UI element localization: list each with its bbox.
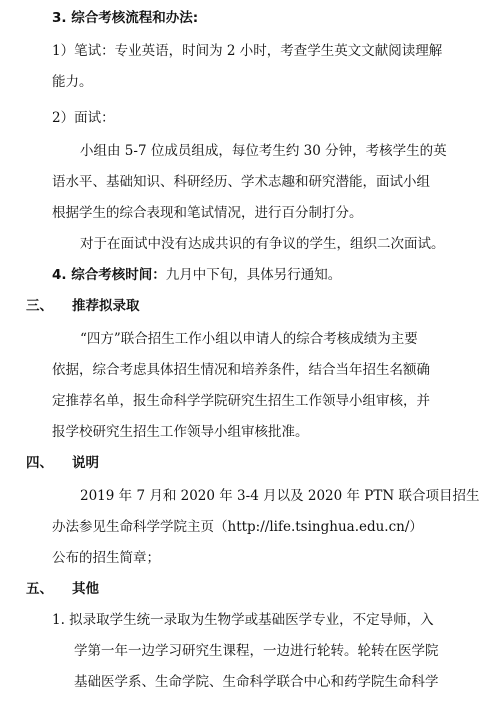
section-5-number: 五、 [26, 581, 53, 597]
notes-line-2: 办法参见生命科学学院主页（http://life.tsinghua.edu.cn/） [52, 519, 423, 535]
notes-line-3: 公布的招生简章； [52, 550, 160, 566]
admission-line-4: 报学校研究生招生工作领导小组审核批准。 [52, 424, 309, 440]
other-item-1-line-1: 1. 拟录取学生统一录取为生物学或基础医学专业，不定导师，入 [52, 612, 434, 628]
item-4-title: 4. 综合考核时间： [52, 267, 166, 283]
written-exam-line-1: 1）笔试：专业英语，时间为 2 小时，考查学生英文文献阅读理解 [52, 43, 443, 59]
section-3-number: 三、 [26, 298, 53, 314]
section-4-title: 说明 [72, 455, 99, 471]
other-item-1-line-3: 基础医学系、生命学院、生命科学联合中心和药学院生命科学 [74, 674, 439, 690]
item-3-title: 3. 综合考核流程和办法: [52, 10, 199, 26]
section-5-title: 其他 [72, 581, 99, 597]
interview-second-round: 对于在面试中没有达成共识的有争议的学生，组织二次面试。 [80, 236, 445, 252]
admission-line-1: “四方”联合招生工作小组以申请人的综合考核成绩为主要 [80, 331, 418, 347]
item-4 [52, 265, 341, 285]
interview-paragraph-line-2: 语水平、基础知识、科研经历、学术志趣和研究潜能，面试小组 [52, 174, 430, 190]
interview-label: 2）面试： [52, 110, 115, 126]
other-item-1-line-2: 学第一年一边学习研究生课程，一边进行轮转。轮转在医学院 [74, 643, 439, 659]
admission-line-2: 依据，综合考虑具体招生情况和培养条件，结合当年招生名额确 [52, 362, 430, 378]
notes-line-1: 2019 年 7 月和 2020 年 3-4 月以及 2020 年 PTN 联合项目招生 [80, 488, 480, 504]
written-exam-line-2: 能力。 [52, 74, 93, 90]
section-4-number: 四、 [26, 455, 53, 471]
section-3-title: 推荐拟录取 [72, 298, 140, 314]
interview-paragraph-line-3: 根据学生的综合表现和笔试情况，进行百分制打分。 [52, 205, 363, 221]
interview-paragraph-line-1: 小组由 5-7 位成员组成，每位考生约 30 分钟，考核学生的英 [80, 143, 447, 159]
admission-line-3: 定推荐名单，报生命科学学院研究生招生工作领导小组审核，并 [52, 393, 430, 409]
item-4-text: 九月中下旬，具体另行通知。 [165, 267, 342, 283]
